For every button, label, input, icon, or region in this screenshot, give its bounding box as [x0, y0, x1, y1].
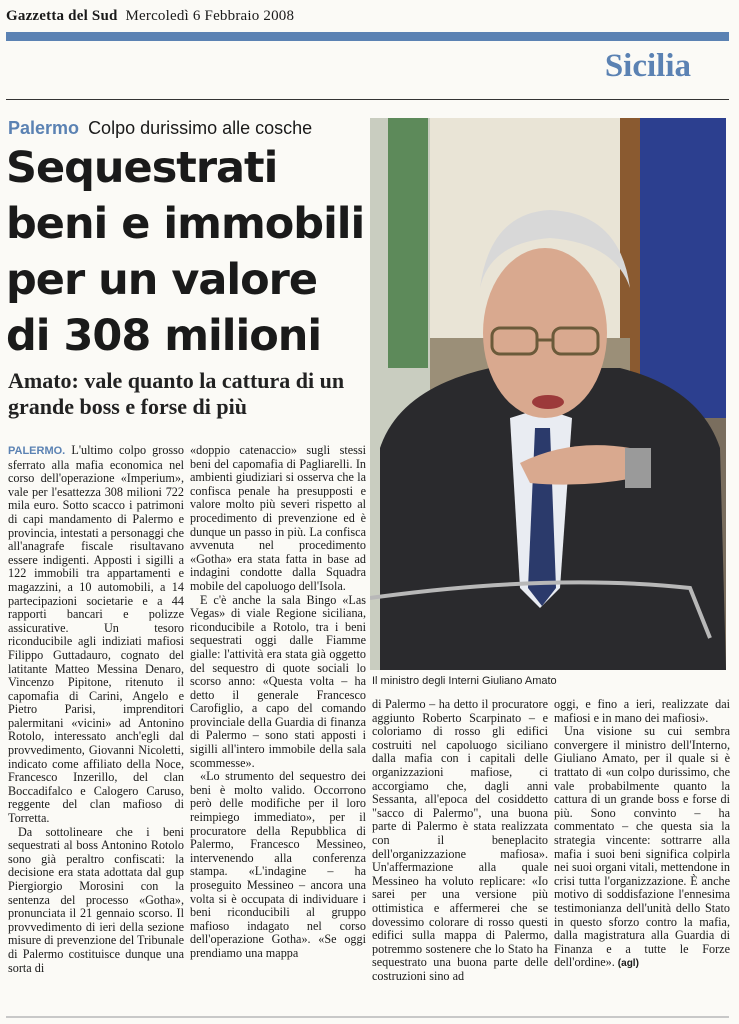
issue-date: Mercoledì 6 Febbraio 2008 [125, 8, 295, 24]
article-paragraph [8, 444, 184, 826]
author-signature: (agl) [617, 958, 639, 970]
article-photo [370, 118, 726, 670]
article-paragraph: Da sottolineare che i beni sequestrati al boss Antonino Rotolo sono già peraltro confiscati: la decisione era stata adottata dal gup Piergiorgio Morosini con la sentenza del processo «Gotha», pronunciata il 21 gennaio scorso. Il provvedimento di ieri della sezione misure di prevenzione del Tribunale di Palermo costituisce dunque una sorta di [8, 824, 185, 975]
paragraph-text: Una visione su cui sembra convergere il ministro dell'Interno, Giuliano Amato, per il quale si è trattato di «un colpo durissimo, che vale probabilmente quanto la cattura di un grande boss e forse di più. Sono convinto – ha commentato – che questa sia la strategia vincente: sottrarre alla mafia i suoi beni significa colpirla nei suoi organi vitali, mettendone in crisi tutta l'organizzazione. È anche motivo di soddisfazione l'ennesima testimonianza dell'unità dello Stato in questo sforzo contro la mafia, dalla magistratura alla Guardia di Finanza e a tutte le Forze dell'ordine». [554, 724, 730, 970]
article-column-1 [8, 444, 184, 1004]
photo-caption: Il ministro degli Interni Giuliano Amato [372, 675, 557, 687]
section-divider [6, 99, 729, 100]
article-column-3 [372, 698, 548, 998]
headline: Sequestrati beni e immobili per un valore di 308 milioni [6, 143, 365, 361]
article-paragraph: E c'è anche la sala Bingo «Las Vegas» di viale Regione siciliana, riconducibile a Rotolo, tra i beni sequestrati oggi dalle Fiamme gialle: l'attività era stata già oggetto del sequestro di quote sociali lo scorso anno: «Questa volta – ha detto il generale Francesco Carofiglio, a capo del comando provinciale della Guardia di finanza di Palermo – sono stati apposti i sigilli all'intero immobile della sala scommesse». [190, 592, 366, 770]
kicker-text: Colpo durissimo alle cosche [88, 118, 313, 138]
footer-rule [6, 1016, 729, 1018]
article-paragraph [554, 725, 730, 971]
article-paragraph: «doppio catenaccio» sugli stessi beni del capomafia di Pagliarelli. In ambienti giudiziari si osserva che la confisca penale ha presupposti e valore molto più severi rispetto al procedimento di prevenzione ed è dunque un passo in più. La confisca avvenuta nel procedimento «Gotha» era stata fatta in base ad indagini condotte dalla Squadra mobile del capoluogo dell'Isola. [190, 443, 366, 593]
newspaper-name: Gazzetta del Sud [6, 8, 118, 24]
article-column-4 [554, 698, 730, 998]
masthead [6, 8, 294, 25]
kicker-place: Palermo [8, 118, 80, 138]
dateline: PALERMO. [8, 445, 66, 457]
kicker [8, 118, 312, 139]
paragraph-text: L'ultimo colpo grosso sferrato alla mafia economica nel corso dell'operazione «Imperium», vale per l'esattezza 308 milioni 722 mila euro. Sotto scacco i patrimoni di capi mandamento di Palermo e provincia, intestati a personaggi che all'anagrafe fiscale risultavano essere indigenti. Apposti i sigilli a 122 immobili tra appartamenti e magazzini, a 10 automobili, a 14 partecipazioni societarie e a 44 rapporti bancari e polizze assicurative. Un tesoro riconducibile agli indiziati mafiosi Filippo Guttadauro, cognato del latitante Matteo Messina Denaro, Vincenzo Pipitone, ritenuto il capomafia di Carini, Angelo e Pietro Parisi, imprenditori palermitani «vicini» ad Antonino Rotolo, interessato anch'egli dal provvedimento, Giovanni Nicoletti, indicato come affiliato della Noce, Francesco Inzerillo, del clan Boccadifalco e Calogero Caruso, reggente del clan mafioso di Torretta. [8, 443, 184, 826]
photo-minister-illustration [370, 118, 726, 670]
article-paragraph: «Lo strumento del sequestro dei beni è molto valido. Occorrono però delle modifiche per il loro reimpiego immediato», per il procuratore della Repubblica di Palermo, Francesco Messineo, intervenendo alla conferenza stampa. «L'indagine – ha proseguito Messineo – ancora una volta si è occupata di individuare i beni riconducibili al gruppo mafioso indagato nel corso dell'operazione Gotha». «Se oggi prendiamo una mappa [190, 769, 366, 960]
article-paragraph: oggi, e fino a ieri, realizzate dai mafiosi e in mano dei mafiosi». [554, 697, 730, 725]
article-paragraph: di Palermo – ha detto il procuratore aggiunto Roberto Scarpinato – e coloriamo di rosso gli edifici costruiti nel capoluogo siciliano dalla mafia con i capitali delle organizzazioni mafiose, ci accorgiamo che, dagli anni Sessanta, all'epoca del cosiddetto "sacco di Palermo", una buona parte di Palermo è stata realizzata con il beneplacito dell'organizzazione mafiosa». Un'affermazione alla quale Messineo ha voluto replicare: «Io sarei per una versione più ottimistica e affermerei che se dovessimo colorare di rosso questi edifici sulla mappa di Palermo, potremmo sostenere che lo Stato ha sequestrato una buona parte delle costruzioni sino ad [372, 697, 548, 983]
article-column-2 [190, 444, 366, 1004]
section-title: Sicilia [604, 48, 691, 84]
subheadline: Amato: vale quanto la cattura di un grande boss e forse di più [8, 368, 345, 419]
header-rule [6, 32, 729, 41]
